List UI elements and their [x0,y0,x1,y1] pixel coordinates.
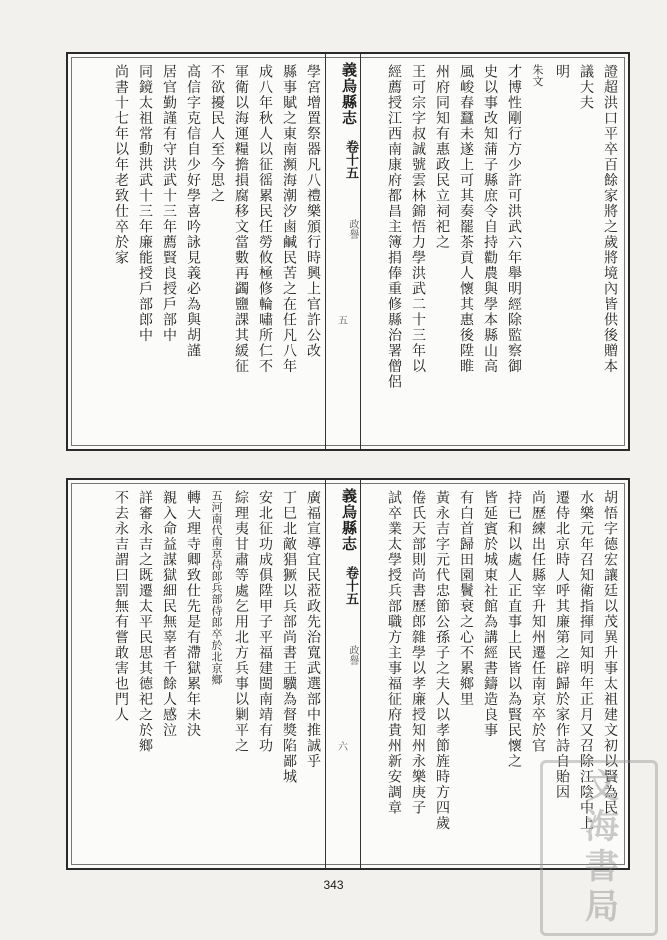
text-block-left [76,490,323,860]
text-column: 議大夫 [578,64,594,111]
text-column: 綜理夷甘肅等處乞用北方兵事以剿平之 [233,490,249,754]
text-column: 試卒業太學授兵部職方主事福征府貴州新安調章 [386,490,402,816]
text-block-right [363,64,620,441]
text-column: 五河南代南京侍郎兵部侍郎卒於北京鄉 [210,490,223,686]
page-number: 343 [323,878,344,892]
spine [325,480,361,868]
text-column: 安北征功成俱陞甲子平福建閩南靖有功 [257,490,273,754]
text-column: 不去永吉謂曰罰無有嘗敢害也門人 [113,490,129,723]
text-column: 親入命益謀獄細民無辜者千餘人感泣 [161,490,177,738]
text-column: 朱文 [531,64,544,87]
spine [325,54,361,449]
text-column: 才博性剛行方少許可洪武六年舉明經除監察御 [506,64,522,374]
text-column: 廣福宣導宜民蒞政先治寬武選部中推誠乎 [305,490,321,769]
text-column: 高信字克信自少好學喜吟詠見義必為與胡謹 [185,64,201,359]
text-column: 尚書十七年以年老致仕卒於家 [113,64,129,266]
text-column: 皆延賓於城東社館為講經書鑄造良事 [482,490,498,738]
volume-label: 卷十五 [343,566,358,605]
text-column: 證超洪口平卒百餘家將之歲將境內皆供後贈本 [602,64,618,374]
text-column: 水樂元年召知衛指揮同知明年正月又召除江陰中上 [578,490,594,831]
text-column: 州府同知有惠政民立祠祀之 [434,64,450,250]
volume-label: 卷十五 [343,140,358,179]
book-title: 義烏縣志 [340,62,358,126]
spine-page-number: 五 [338,316,348,327]
page-top [66,52,630,451]
spine-page-number: 六 [338,742,348,753]
text-column: 遷侍北京時人呼其廉第之辟歸於家作詩自貽因 [554,490,570,800]
text-column: 明 [554,64,570,80]
book-title: 義烏縣志 [340,488,358,552]
text-column: 持已和以處人正直事上民皆以為賢民懷之 [506,490,522,769]
text-column: 黃永吉字元代忠節公孫子之夫人以孝節旌時方四歲 [434,490,450,831]
text-column: 轉大理寺卿致仕先是有滯獄累年未決 [185,490,201,738]
text-column: 同鏡太祖常動洪武十三年廉能授戶部郎中 [137,64,153,343]
text-column: 丁巳北敵猖獗以兵部尚書王驥為督獎陷鄙城 [281,490,297,785]
text-column: 成八年秋人以征徭累民任勞攸極修輪嘯所仁不 [257,64,273,374]
text-block-left [76,64,323,441]
text-column: 詳審永吉之既遷太平民思其德祀之於鄉 [137,490,153,754]
text-column: 胡悟字德宏讓廷以茂異升事太祖建文初以賢為民 [602,490,618,816]
text-column: 王可宗字叔誠號雲林錦悟力學洪武二十三年以 [410,64,426,374]
text-column: 學宮增置祭器凡八禮樂頒行時興上官許公改 [305,64,321,359]
text-column: 經薦授江西南康府都昌主簿捐俸重修縣治署僧侶 [386,64,402,390]
text-column: 軍衛以海運糧擔損腐移文當數再蠲鹽課其緩征 [233,64,249,374]
text-column: 有白首歸田園鬢衰之心不累鄉里 [458,490,474,707]
text-column: 風峻春蠶未遂上可其奏罷茶貢人懷其惠後陞睢 [458,64,474,374]
text-column: 倦氏天部則尚書歷郎雜學以孝廉授知州永樂庚子 [410,490,426,816]
text-column: 縣事賦之東南瀕海潮汐鹵鹹民苦之在任凡八年 [281,64,297,374]
text-column: 尚歷練出任縣宰升知州遷任南京卒於官 [530,490,546,754]
section-label: 政譽 [347,645,358,665]
text-column: 不欲擾民人至今思之 [209,64,225,204]
section-label: 政譽 [347,219,358,239]
text-column: 史以事改知蒲子縣庶令自持勸農與學本縣山高 [482,64,498,374]
text-column: 居官勤謹有守洪武十三年薦賢良授戶部中 [161,64,177,343]
library-stamp-watermark: 文海書局 [540,760,658,936]
